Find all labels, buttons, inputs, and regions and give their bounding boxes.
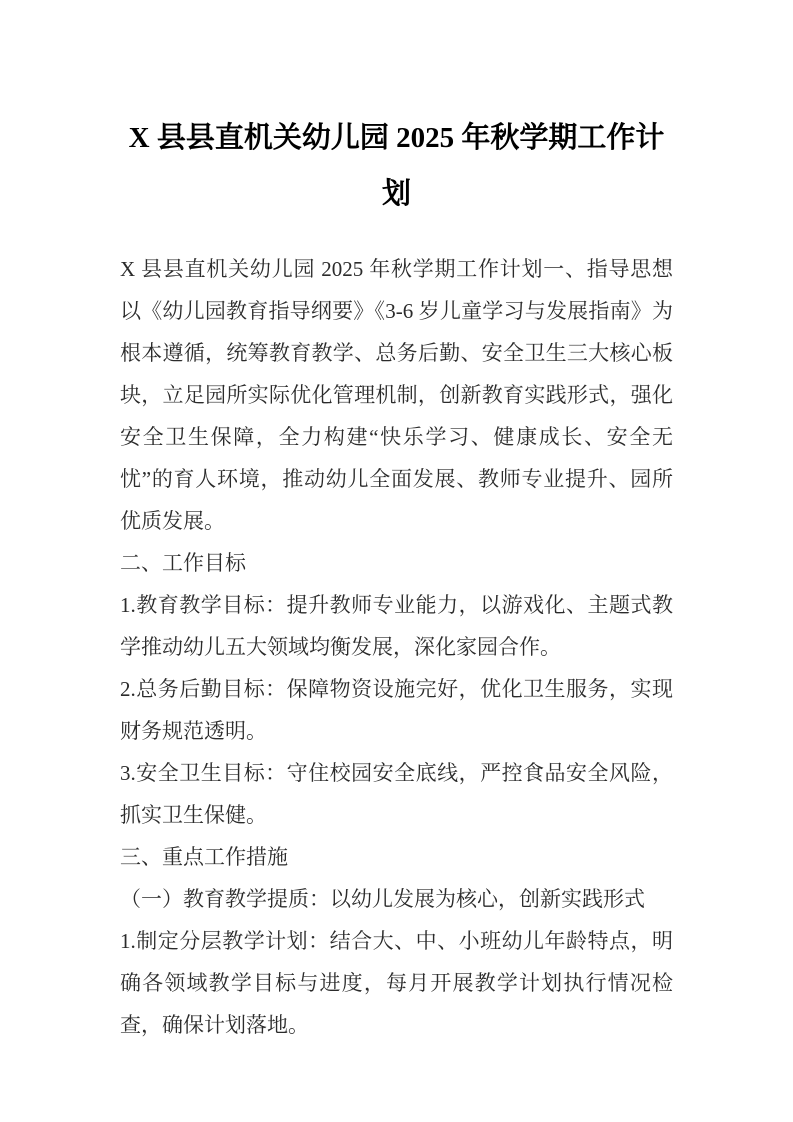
- paragraph-goal-safety: 3.安全卫生目标：守住校园安全底线，严控食品安全风险，抓实卫生保健。: [120, 761, 673, 827]
- paragraph-guiding-ideology: X 县县直机关幼儿园 2025 年秋学期工作计划一、指导思想以《幼儿园教育指导纲要》《3-6 岁儿童学习与发展指南》为根本遵循，统筹教育教学、总务后勤、安全卫生三大核心板块，立足园所实际优化管理机制，创新教育实践形式，强化安全卫生保障，全力构建“快乐学习、健康成长、安全无忧”的育人环境，推动幼儿全面发展、教师专业提升、园所优质发展。: [120, 257, 673, 533]
- paragraph-goal-logistics: 2.总务后勤目标：保障物资设施完好，优化卫生服务，实现财务规范透明。: [120, 677, 673, 743]
- document-title-line-2: 划: [381, 178, 411, 210]
- heading-work-goals: 二、工作目标: [120, 551, 246, 575]
- heading-key-measures: 三、重点工作措施: [120, 845, 288, 869]
- subheading-education-quality: （一）教育教学提质：以幼儿发展为核心，创新实践形式: [120, 887, 645, 911]
- document-title-line-1: X 县县直机关幼儿园 2025 年秋学期工作计: [128, 122, 665, 154]
- document-title: [120, 110, 673, 222]
- paragraph-layered-teaching-plan: 1.制定分层教学计划：结合大、中、小班幼儿年龄特点，明确各领域教学目标与进度，每月开展教学计划执行情况检查，确保计划落地。: [120, 929, 673, 1037]
- document-body: [120, 248, 673, 1046]
- paragraph-goal-education: 1.教育教学目标：提升教师专业能力，以游戏化、主题式教学推动幼儿五大领域均衡发展，深化家园合作。: [120, 593, 673, 659]
